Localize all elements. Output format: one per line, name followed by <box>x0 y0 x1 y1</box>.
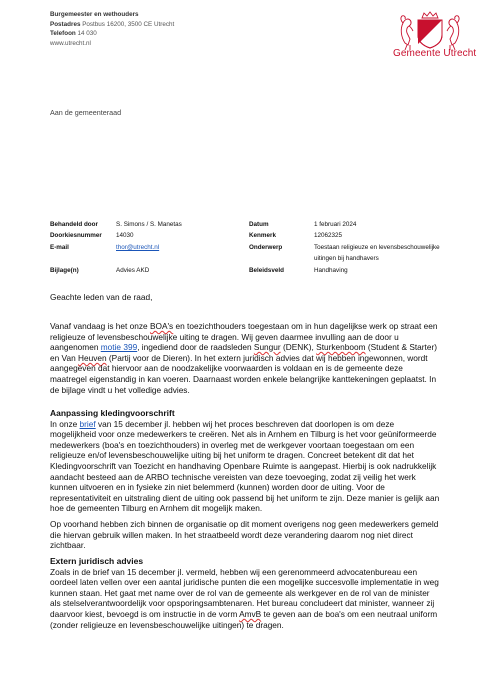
section-heading-2: Extern juridisch advies <box>50 556 144 566</box>
recipient: Aan de gemeenteraad <box>50 108 122 117</box>
sender-postadres: Postadres Postbus 16200, 3500 CE Utrecht <box>50 20 175 28</box>
bijlage-label: Bijlage(n) <box>50 266 79 274</box>
beleidsveld-value: Handhaving <box>314 266 348 274</box>
behandeld-door-label: Behandeld door <box>50 221 98 228</box>
meta-right-values <box>314 219 440 276</box>
datum-value: 1 februari 2024 <box>314 221 357 228</box>
logo-text: Gemeente Utrecht <box>393 48 477 59</box>
meta-right-labels <box>249 219 284 276</box>
section-paragraph-2: Op voorhand hebben zich binnen de organisatie op dit moment overigens nog geen medewerkers gemeld die hiervan gebruik willen maken. In het straatbeeld wordt deze verandering daarom nog niet direct zichtbaar. <box>50 519 439 551</box>
meta-left-labels <box>50 219 102 276</box>
sender-telefoon: Telefoon 14 030 <box>50 30 97 38</box>
brief-link[interactable]: brief <box>79 418 96 429</box>
intro-paragraph: Vanaf vandaag is het onze BOA's en toezichthouders toegestaan om in hun dagelijkse werk op straat een religieuze of levensbeschouwelijke uiting te dragen. Wij geven daarmee invulling aan de door u aangenomen motie 399, ingediend door de raadsleden Sungur (DENK), Sturkenboom (Student & Starter) en Van Heuven (Partij voor de Dieren). In het extern juridisch advies dat wij hebben ingewonnen, wordt aangegeven dat hiervoor aan de noodzakelijke voorwaarden is voldaan en is de gemeente deze maatregel eigenstandig in kan voeren. Daarnaast worden enkele belangrijke kanttekeningen geplaatst. In de bijlage vindt u het volledige advies. <box>50 321 438 395</box>
onderwerp-value-1: Toestaan religieuze en levensbeschouwelijke <box>314 243 440 251</box>
kenmerk-label: Kenmerk <box>249 232 276 240</box>
section-juridisch-advies <box>50 556 442 630</box>
onderwerp-value-2: uitingen bij handhavers <box>314 255 379 263</box>
section-kledingvoorschrift <box>50 408 442 514</box>
doorkiesnummer-label: Doorkiesnummer <box>50 232 102 240</box>
boas-word: BOA's <box>149 321 174 331</box>
beleidsveld-label: Beleidsveld <box>249 266 284 274</box>
bijlage-value: Advies AKD <box>116 266 150 274</box>
kenmerk-value: 12062325 <box>314 232 343 240</box>
salutation: Geachte leden van de raad, <box>50 292 153 302</box>
email-label: E-mail <box>50 243 69 251</box>
section-paragraph-3: Zoals in de brief van 15 december jl. vermeld, hebben wij een gerenommeerd advocatenbureau een oordeel laten vellen over een aantal juridische punten die een mogelijke succesvolle implementatie in weg kunnen staan. Het gaat met name over de rol van de gemeente als werkgever en de rol van de minister als stelselverantwoordelijk voor opsporingsambtenaren. Het bureau concludeert dat minister, wanneer zij daarvoor kiest, bevoegd is om instructie in de vorm AmvB te geven aan de boa's om een neutraal uniform (zonder religieuze en levensbeschouwelijke uitingen) te dragen. <box>50 566 439 630</box>
sender-name: Burgemeester en wethouders <box>50 11 139 18</box>
section-paragraph: In onze brief van 15 december jl. hebben wij het proces beschreven dat doorlopen is om deze mogelijkheid voor onze medewerkers te creëren. Net als in Arnhem en Tilburg is het voor geüniformeerde medewerkers (boa's en toezichthouders) in overleg met de werkgever voortaan toegestaan om een religieuze en/of levensbeschouwelijke uiting bij het uniform te dragen. Concreet betekent dit dat het Kledingvoorschrift van Toezicht en handhaving Openbare Ruimte is aangepast. Hierbij is ook nadrukkelijk aandacht besteed aan de ARBO technische vereisten van deze toevoeging, zodat zij veilig het werk kunnen uitvoeren en in fysieke zin niet belemmerd (kunnen) worden door de uiting. Voor de representativiteit en uitstraling dient de uiting ook passend bij het uniform te zijn. Deze manier is gelijk aan hoe de gemeenten Tilburg en Arnhem dit mogelijk maken. <box>50 418 440 514</box>
sender-website: www.utrecht.nl <box>50 39 91 47</box>
motie-link[interactable]: motie 399 <box>100 342 138 353</box>
section-heading: Aanpassing kledingvoorschrift <box>50 408 175 418</box>
onderwerp-label: Onderwerp <box>249 243 283 251</box>
behandeld-door-value: S. Simons / S. Manetas <box>116 221 182 228</box>
doorkiesnummer-value: 14030 <box>116 232 134 240</box>
meta-left-values <box>116 219 182 276</box>
datum-label: Datum <box>249 221 269 228</box>
email-link[interactable]: thor@utrecht.nl <box>116 243 160 251</box>
sender-block <box>50 10 174 48</box>
